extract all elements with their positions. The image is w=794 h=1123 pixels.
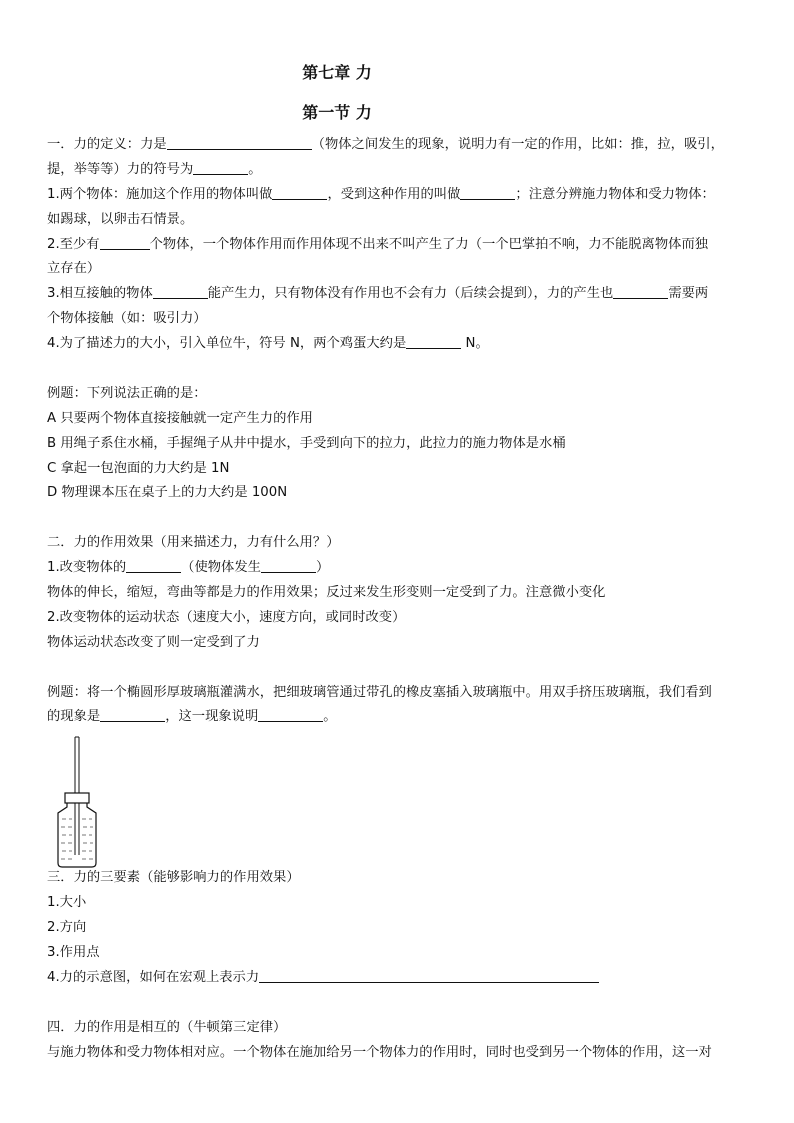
blank bbox=[613, 284, 668, 299]
item-4-line: 4.为了描述力的大小，引入单位牛，符号 N，两个鸡蛋大约是 N。 bbox=[47, 336, 489, 352]
blank bbox=[261, 558, 316, 573]
blank bbox=[258, 707, 323, 722]
example-1-question: 例题：下列说法正确的是： bbox=[47, 385, 207, 401]
example-2-line-1: 例题：将一个椭圆形厚玻璃瓶灌满水，把细玻璃管通过带孔的橡皮塞插入玻璃瓶中。用双手挤压玻璃瓶，我们看到 bbox=[47, 684, 712, 700]
item-3-line-2: 个物体接触（如：吸引力） bbox=[47, 311, 207, 327]
item-2-line-1: 2.至少有 个物体，一个物体作用而作用体现不出来不叫产生了力（一个巴掌拍不响，力不能脱离物体而独 bbox=[47, 236, 709, 252]
item-1-line-2: 如踢球，以卵击石情景。 bbox=[47, 211, 194, 227]
glass-bottle-figure bbox=[52, 735, 102, 870]
example-1-option-d: D 物理课本压在桌子上的力大约是 100N bbox=[47, 485, 288, 501]
blank bbox=[153, 284, 208, 299]
blank bbox=[193, 160, 248, 175]
blank bbox=[126, 558, 181, 573]
blank bbox=[272, 185, 327, 200]
chapter-title: 第七章 力 bbox=[302, 63, 372, 82]
definition-line-2: 提，举等等）力的符号为 。 bbox=[47, 161, 262, 177]
part-3-item-2: 2.方向 bbox=[47, 920, 87, 936]
item-1-line-1: 1.两个物体：施加这个作用的物体叫做 ，受到这种作用的叫做 ；注意分辨施力物体和受力物体： bbox=[47, 186, 715, 202]
blank bbox=[167, 135, 312, 150]
part-2-item-1: 1.改变物体的 （使物体发生 ） bbox=[47, 560, 330, 576]
blank bbox=[100, 707, 165, 722]
section-title: 第一节 力 bbox=[302, 103, 372, 122]
document-body bbox=[47, 133, 767, 1066]
part-2-item-2: 2.改变物体的运动状态（速度大小，速度方向，或同时改变） bbox=[47, 609, 406, 625]
example-2-line-2: 的现象是 ，这一现象说明 。 bbox=[47, 709, 337, 725]
part-2-note-2: 物体运动状态改变了则一定受到了力 bbox=[47, 634, 260, 650]
example-1-option-c: C 拿起一包泡面的力大约是 1N bbox=[47, 460, 230, 476]
part-3-item-4: 4.力的示意图，如何在宏观上表示力 bbox=[47, 966, 767, 991]
definition-line-1: 一．力的定义：力是 （物体之间发生的现象，说明力有一定的作用，比如：推，拉，吸引， bbox=[47, 137, 724, 152]
blank bbox=[460, 185, 515, 200]
blank bbox=[259, 968, 599, 983]
example-1-option-b: B 用绳子系住水桶，手握绳子从井中提水，手受到向下的拉力，此拉力的施力物体是水桶 bbox=[47, 435, 566, 451]
blank bbox=[100, 235, 150, 250]
part-3-item-1: 1.大小 bbox=[47, 895, 87, 911]
part-2-heading: 二．力的作用效果（用来描述力，力有什么用？） bbox=[47, 535, 340, 551]
part-3-item-3: 3.作用点 bbox=[47, 945, 100, 961]
part-2-note-1: 物体的伸长，缩短，弯曲等都是力的作用效果；反过来发生形变则一定受到了力。注意微小变化 bbox=[47, 585, 606, 601]
example-1-option-a: A 只要两个物体直接接触就一定产生力的作用 bbox=[47, 410, 313, 426]
item-3-line-1: 3.相互接触的物体 能产生力，只有物体没有作用也不会有力（后续会提到），力的产生也 需要两 bbox=[47, 286, 709, 302]
item-2-line-2: 立存在） bbox=[47, 261, 101, 277]
part-4-heading: 四．力的作用是相互的（牛顿第三定律） bbox=[47, 1019, 287, 1035]
blank bbox=[406, 334, 461, 349]
part-4-text: 与施力物体和受力物体相对应。一个物体在施加给另一个物体力的作用时，同时也受到另一个物体的作用，这一对 bbox=[47, 1044, 712, 1060]
part-3-heading: 三．力的三要素（能够影响力的作用效果） bbox=[47, 870, 300, 886]
